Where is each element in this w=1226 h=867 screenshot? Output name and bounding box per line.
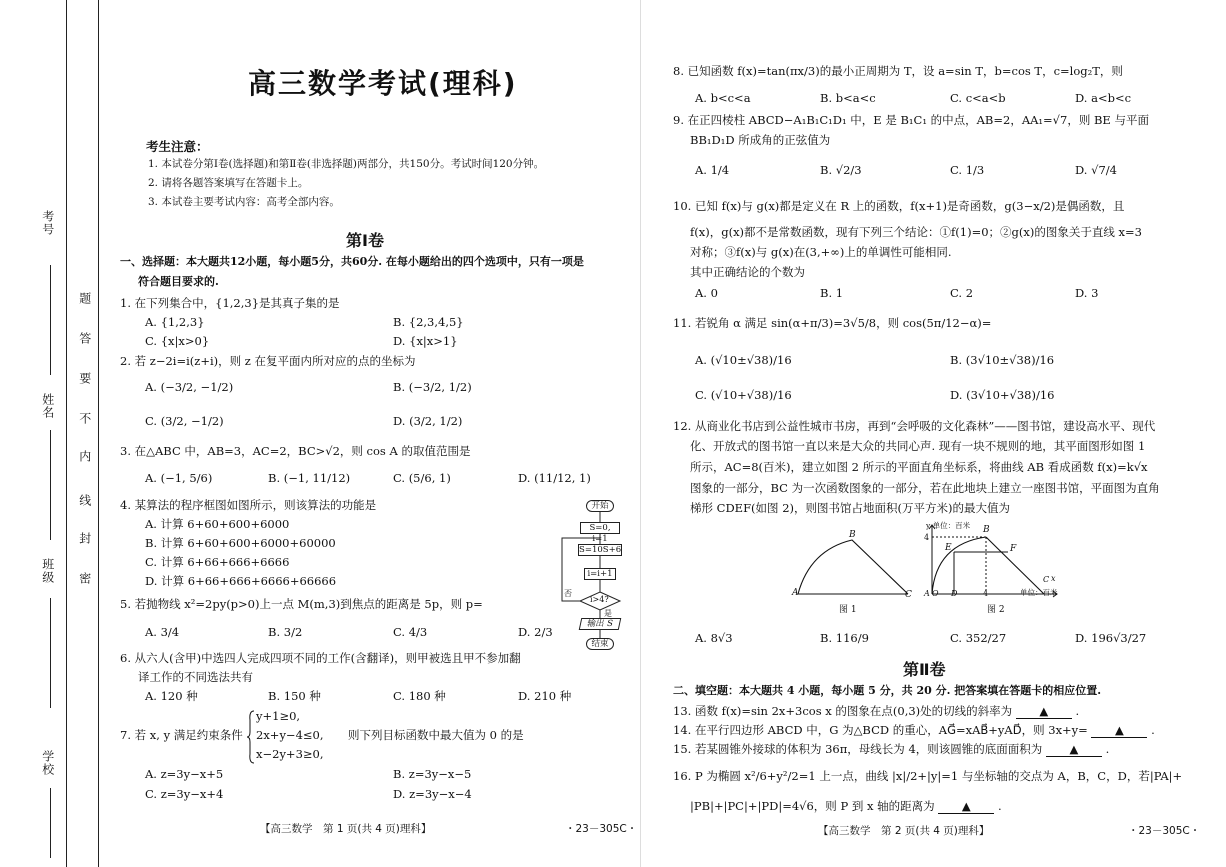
section1-heading: 一、选择题：本大题共12小题，每小题5分，共60分. 在每小题给出的四个选项中，只有一项是 xyxy=(120,255,584,268)
school-label: 学校 xyxy=(40,750,55,776)
q1-option-a: A. {1,2,3} xyxy=(145,315,205,329)
fig1-label-c: C xyxy=(905,590,912,600)
q12-option-c: C. 352/27 xyxy=(950,631,1007,645)
q15-stem: 15. 若某圆锥外接球的体积为 36π，母线长为 4，则该圆锥的底面面积为 xyxy=(673,742,1043,756)
q2-option-a: A. (−3/2, −1/2) xyxy=(145,380,234,394)
q4-option-c: C. 计算 6+66+666+6666 xyxy=(145,555,290,569)
fig2-label-a: A xyxy=(924,589,930,598)
q13-stem: 13. 函数 f(x)=sin 2x+3cos x 的图象在点(0,3)处的切线的斜率为 xyxy=(673,704,1013,718)
fig2-label-f: F xyxy=(1010,544,1017,554)
q2-option-c: C. (3/2, −1/2) xyxy=(145,414,224,428)
q16-line-1: 16. P 为椭圆 x²/6+y²/2=1 上一点，曲线 |x|/2+|y|=1 与坐标轴的交点为 A，B，C，D，若|PA|+ xyxy=(673,769,1183,783)
class-field xyxy=(50,598,51,708)
fig2-yunit: y 单位：百米 xyxy=(926,521,971,530)
notes-item: 3. 本试卷主要考试内容：高考全部内容。 xyxy=(148,196,340,208)
q2-option-b: B. (−3/2, 1/2) xyxy=(393,380,472,394)
seal-char: 题 xyxy=(77,292,92,305)
q5-stem: 5. 若抛物线 x²=2py(p>0)上一点 M(m,3)到焦点的距离是 5p，则 p= xyxy=(120,597,483,611)
seal-char: 线 xyxy=(77,494,92,507)
q4-option-b: B. 计算 6+60+600+6000+60000 xyxy=(145,536,336,550)
q1-option-d: D. {x|x>1} xyxy=(393,334,458,348)
q16-stem-end: . xyxy=(997,799,1002,813)
seal-char: 密 xyxy=(77,572,92,585)
fig2-axis-x: x xyxy=(1051,574,1056,583)
flowchart-end: 结束 xyxy=(586,638,614,650)
q11-option-c: C. (√10+√38)/16 xyxy=(695,388,792,402)
fig2-label-b: B xyxy=(983,525,990,535)
flowchart-yes-label: 是 xyxy=(604,609,612,618)
exam-number-label: 考号 xyxy=(40,210,55,236)
q13 xyxy=(673,705,1079,719)
q12-line-3: 所示，AC=8(百米)，建立如图 2 所示的平面直角坐标系，将曲线 AB 看成函数 f(x)=k√x xyxy=(690,460,1148,474)
fig2-label-d: D xyxy=(951,589,958,598)
q11-option-d: D. (3√10+√38)/16 xyxy=(950,388,1055,402)
q12-line-4: 图象的一部分，BC 为一次函数图象的一部分，若在此地块上建立一座图书馆，平面图为直角 xyxy=(690,481,1160,495)
flowchart-condition: i>4? xyxy=(590,595,609,604)
q15-answer-blank[interactable]: ▲ xyxy=(1046,743,1102,757)
page-divider xyxy=(640,0,641,867)
name-label: 姓名 xyxy=(40,393,55,419)
q14-answer-blank[interactable]: ▲ xyxy=(1091,724,1147,738)
q8-option-d: D. a<b<c xyxy=(1075,91,1132,105)
q7-constraint-1: y+1≥0, xyxy=(256,709,301,723)
q5-option-b: B. 3/2 xyxy=(268,625,303,639)
q8-option-c: C. c<a<b xyxy=(950,91,1006,105)
q2-stem: 2. 若 z−2i=i(z+i)，则 z 在复平面内所对应的点的坐标为 xyxy=(120,354,416,368)
q16 xyxy=(690,800,1002,814)
q16-answer-blank[interactable]: ▲ xyxy=(938,800,994,814)
q10-option-a: A. 0 xyxy=(695,286,718,300)
q3-stem: 3. 在△ABC 中，AB=3，AC=2，BC>√2，则 cos A 的取值范围是 xyxy=(120,444,471,458)
seal-char: 答 xyxy=(77,332,92,345)
class-label: 班级 xyxy=(40,558,55,584)
q6-option-c: C. 180 种 xyxy=(393,689,446,703)
q6-option-b: B. 150 种 xyxy=(268,689,321,703)
fig2-label-c: C xyxy=(1043,575,1050,584)
flowchart-output: 输出 S xyxy=(579,618,622,630)
notes-item: 2. 请将各题答案填写在答题卡上。 xyxy=(148,177,309,189)
footer-left-code: ・23－305C・ xyxy=(565,823,638,835)
seal-char: 不 xyxy=(77,412,92,425)
q7-option-d: D. z=3y−x−4 xyxy=(393,787,472,801)
q11-option-b: B. (3√10±√38)/16 xyxy=(950,353,1055,367)
q10-option-d: D. 3 xyxy=(1075,286,1099,300)
q15-stem-end: . xyxy=(1105,742,1110,756)
q10-line-3: 对称；③f(x)与 g(x)在(3,+∞)上的单调性可能相同. xyxy=(690,245,952,259)
q11-option-a: A. (√10±√38)/16 xyxy=(695,353,792,367)
q9-stem-cont: BB₁D₁D 所成角的正弦值为 xyxy=(690,133,831,147)
q10-option-b: B. 1 xyxy=(820,286,844,300)
q1-option-c: C. {x|x>0} xyxy=(145,334,210,348)
q4-option-d: D. 计算 6+66+666+6666+66666 xyxy=(145,574,337,588)
q10-line-4: 其中正确结论的个数为 xyxy=(690,265,805,279)
binding-line-inner xyxy=(98,0,99,867)
flowchart-init: S=0, i=1 xyxy=(580,522,620,534)
q9-option-a: A. 1/4 xyxy=(695,163,730,177)
q7-option-a: A. z=3y−x+5 xyxy=(145,767,224,781)
q14-stem-end: . xyxy=(1151,723,1155,737)
binding-line-outer xyxy=(66,0,67,867)
q7-option-b: B. z=3y−x−5 xyxy=(393,767,472,781)
fig1-label-a: A xyxy=(792,588,799,598)
q6-option-d: D. 210 种 xyxy=(518,689,572,703)
q6-stem: 6. 从六人(含甲)中选四人完成四项不同的工作(含翻译)，则甲被选且甲不参加翻 xyxy=(120,651,521,665)
q7-stem: 7. 若 x, y 满足约束条件 xyxy=(120,728,243,742)
q14-stem: 14. 在平行四边形 ABCD 中，G 为△BCD 的重心，AG⃗=xAB⃗+yAD⃗，则 3x+y= xyxy=(673,723,1088,737)
q7-brace xyxy=(247,710,255,764)
flowchart-no-label: 否 xyxy=(564,589,572,598)
q4-stem: 4. 某算法的程序框图如图所示，则该算法的功能是 xyxy=(120,498,377,512)
footer-right-title: 【高三数学 第 2 页(共 4 页)理科】 xyxy=(818,825,990,837)
fig1-label-b: B xyxy=(849,530,856,540)
q6-stem-cont: 译工作的不同选法共有 xyxy=(138,670,253,684)
q12-line-5: 梯形 CDEF(如图 2)，则图书馆占地面积(万平方米)的最大值为 xyxy=(690,501,1010,515)
seal-char: 封 xyxy=(77,532,92,545)
footer-right-code: ・23－305C・ xyxy=(1128,825,1201,837)
q12-option-b: B. 116/9 xyxy=(820,631,869,645)
q1-option-b: B. {2,3,4,5} xyxy=(393,315,464,329)
q13-answer-blank[interactable]: ▲ xyxy=(1016,705,1072,719)
part2-title: 第Ⅱ卷 xyxy=(903,660,946,679)
section1-heading-cont: 符合题目要求的. xyxy=(138,275,219,288)
q12-option-d: D. 196√3/27 xyxy=(1075,631,1147,645)
q3-option-a: A. (−1, 5/6) xyxy=(145,471,213,485)
q5-option-d: D. 2/3 xyxy=(518,625,553,639)
q9-option-d: D. √7/4 xyxy=(1075,163,1117,177)
q3-option-c: C. (5/6, 1) xyxy=(393,471,451,485)
seal-char: 要 xyxy=(77,372,92,385)
q11-stem: 11. 若锐角 α 满足 sin(α+π/3)=3√5/8，则 cos(5π/12−α)= xyxy=(673,316,992,330)
q4-option-a: A. 计算 6+60+600+6000 xyxy=(145,517,290,531)
q7-constraint-3: x−2y+3≥0, xyxy=(256,747,324,761)
q10-line-1: 10. 已知 f(x)与 g(x)都是定义在 R 上的函数，f(x+1)是奇函数，g(3−x/2)是偶函数，且 xyxy=(673,199,1125,213)
q10-line-2: f(x)，g(x)都不是常数函数，现有下列三个结论：①f(1)=0；②g(x)的图象关于直线 x=3 xyxy=(690,225,1142,239)
fig2-label-e: E xyxy=(945,543,952,553)
q5-option-c: C. 4/3 xyxy=(393,625,428,639)
q2-option-d: D. (3/2, 1/2) xyxy=(393,414,463,428)
exam-title: 高三数学考试(理科) xyxy=(248,67,518,100)
q7-option-c: C. z=3y−x+4 xyxy=(145,787,224,801)
q8-option-a: A. b<c<a xyxy=(695,91,751,105)
q1-stem: 1. 在下列集合中，{1,2,3}是其真子集的是 xyxy=(120,296,340,310)
fig2-xunit: 单位：百米 xyxy=(1020,588,1058,597)
school-field xyxy=(50,788,51,858)
q8-option-b: B. b<a<c xyxy=(820,91,876,105)
name-field xyxy=(50,430,51,540)
q6-option-a: A. 120 种 xyxy=(145,689,198,703)
q7-stem-cont: 则下列目标函数中最大值为 0 的是 xyxy=(348,728,524,742)
flowchart-start: 开始 xyxy=(586,500,614,512)
flowchart-increment: i=i+1 xyxy=(584,568,616,580)
q12-line-2: 化、开放式的图书馆一直以来是大众的共同心声. 现有一块不规则的地，其平面图形如图 1 xyxy=(690,439,1146,453)
fig1-caption: 图 1 xyxy=(839,605,857,615)
q16-stem: |PB|+|PC|+|PD|=4√6，则 P 到 x 轴的距离为 xyxy=(690,799,935,813)
fig2-caption: 图 2 xyxy=(987,605,1005,615)
fig2-tick-y4: 4 xyxy=(924,533,930,542)
q12-line-1: 12. 从商业化书店到公益性城市书房，再到“会呼吸的文化森林”——图书馆，建设高水平、现代 xyxy=(673,419,1156,433)
q13-stem-end: . xyxy=(1075,704,1080,718)
q8-stem: 8. 已知函数 f(x)=tan(πx/3)的最小正周期为 T，设 a=sin T，b=cos T，c=log₂T，则 xyxy=(673,64,1123,78)
notes-heading: 考生注意： xyxy=(146,139,209,154)
fig2-label-o: O xyxy=(932,589,939,598)
fig2-tick-x4: 4 xyxy=(983,589,989,598)
q3-option-d: D. (11/12, 1) xyxy=(518,471,591,485)
footer-left-title: 【高三数学 第 1 页(共 4 页)理科】 xyxy=(260,823,432,835)
q3-option-b: B. (−1, 11/12) xyxy=(268,471,351,485)
q14 xyxy=(673,724,1155,738)
seal-char: 内 xyxy=(77,450,92,463)
part1-title: 第Ⅰ卷 xyxy=(346,231,384,250)
q5-option-a: A. 3/4 xyxy=(145,625,180,639)
q7-constraint-2: 2x+y−4≤0, xyxy=(256,728,324,742)
flowchart-assign: S=10S+6 xyxy=(579,545,622,555)
q9-option-b: B. √2/3 xyxy=(820,163,862,177)
exam-number-field xyxy=(50,265,51,375)
section2-heading: 二、填空题：本大题共 4 小题，每小题 5 分，共 20 分. 把答案填在答题卡的相应位置. xyxy=(673,684,1102,697)
q12-option-a: A. 8√3 xyxy=(695,631,733,645)
q15 xyxy=(673,743,1109,757)
q4-flowchart xyxy=(556,498,636,658)
q10-option-c: C. 2 xyxy=(950,286,974,300)
q9-option-c: C. 1/3 xyxy=(950,163,985,177)
notes-item: 1. 本试卷分第Ⅰ卷(选择题)和第Ⅱ卷(非选择题)两部分，共150分。考试时间120分钟。 xyxy=(148,158,545,170)
q9-stem: 9. 在正四棱柱 ABCD−A₁B₁C₁D₁ 中，E 是 B₁C₁ 的中点，AB=2，AA₁=√7，则 BE 与平面 xyxy=(673,113,1149,127)
